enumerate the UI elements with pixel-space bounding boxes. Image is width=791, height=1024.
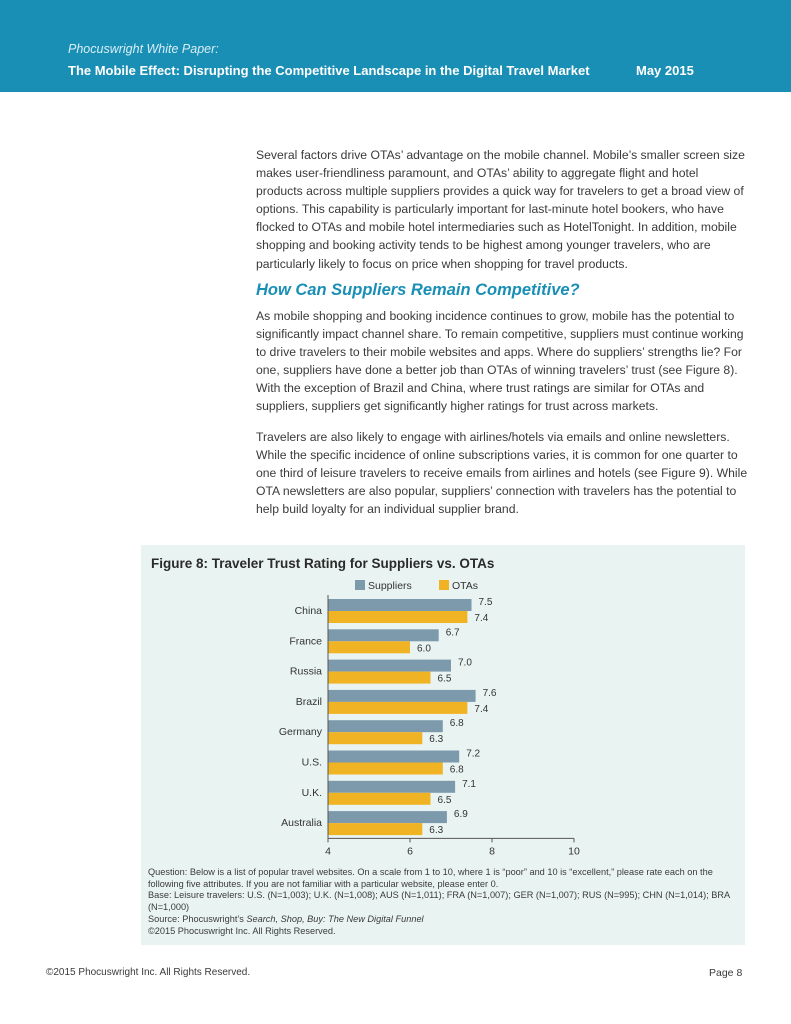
value-label-otas-france: 6.0 [417,643,431,655]
value-label-suppliers-russia: 7.0 [458,657,472,669]
category-label-russia: Russia [289,665,322,678]
bar-otas-china [328,611,467,623]
figure-source [148,914,740,926]
bar-suppliers-u-k [328,781,455,793]
bar-otas-germany [328,732,422,744]
x-tick-label-4: 4 [325,845,331,858]
x-tick-label-8: 8 [489,845,495,858]
figure-notes [148,867,740,937]
page-header [0,0,791,92]
figure-base: Base: Leisure travelers: U.S. (N=1,003); U.K. (N=1,008); AUS (N=1,011); FRA (N=1,007); GER (N=1,007); RUS (N=995); CHN (N=1,014); BRA (N=1,000) [148,890,730,913]
bar-suppliers-u-s [328,751,459,763]
value-label-otas-u-k: 6.5 [437,794,452,806]
category-label-u-s: U.S. [301,756,322,769]
category-label-u-k: U.K. [301,786,322,799]
category-label-australia: Australia [281,817,322,830]
bar-otas-australia [328,823,422,835]
bar-suppliers-france [328,629,439,641]
value-label-otas-australia: 6.3 [429,825,444,837]
bar-suppliers-brazil [328,690,476,702]
value-label-otas-china: 7.4 [474,613,489,624]
section-heading: How Can Suppliers Remain Competitive? [256,281,580,299]
paragraph-1: Several factors drive OTAs’ advantage on the mobile channel. Mobile’s smaller screen size makes user-friendliness paramount, and OTAs’ ability to aggregate flight and hotel products across multiple suppliers provides a quick way for travelers to get a broad view of options. This capability is particularly important for last-minute hotel bookers, who have flocked to OTAs and mobile hotel intermediaries such as HotelTonight. In addition, mobile shopping and booking activity tends to be highest among younger travelers, who are particularly likely to focus on price when shopping for travel products. [256,148,745,271]
x-tick-label-10: 10 [568,845,580,858]
value-label-suppliers-australia: 6.9 [453,809,468,821]
legend-swatch-suppliers [355,580,365,590]
figure-title: Figure 8: Traveler Trust Rating for Suppliers vs. OTAs [151,556,495,571]
category-label-china: China [294,605,322,617]
value-label-otas-germany: 6.3 [429,734,444,746]
value-label-suppliers-germany: 6.8 [449,718,464,730]
value-label-suppliers-u-k: 7.1 [462,778,477,790]
value-label-suppliers-china: 7.5 [478,597,493,608]
footer-copyright: ©2015 Phocuswright Inc. All Rights Reserved. [46,967,251,978]
bar-otas-u-s [328,763,443,775]
bar-otas-u-k [328,793,431,805]
legend-label-suppliers: Suppliers [368,580,412,592]
bar-otas-france [328,641,410,653]
value-label-suppliers-france: 6.7 [445,627,460,639]
value-label-otas-russia: 6.5 [437,673,452,685]
value-label-suppliers-u-s: 7.2 [466,748,481,760]
bar-otas-brazil [328,702,467,714]
legend-label-otas: OTAs [452,580,479,592]
category-label-germany: Germany [278,726,322,739]
header-series: Phocuswright White Paper: [68,42,219,56]
bar-suppliers-germany [328,720,443,732]
bar-suppliers-russia [328,660,451,672]
value-label-suppliers-brazil: 7.6 [482,687,497,699]
category-label-brazil: Brazil [295,695,322,708]
page-number: Page 8 [709,967,743,979]
legend-swatch-otas [439,580,449,590]
header-date: May 2015 [636,63,694,78]
bar-suppliers-australia [328,811,447,823]
header-title: The Mobile Effect: Disrupting the Competitive Landscape in the Digital Travel Market [68,63,590,78]
source-title: Search, Shop, Buy: The New Digital Funnel [246,913,424,924]
x-tick-label-6: 6 [407,845,413,858]
figure-copyright: ©2015 Phocuswright Inc. All Rights Reserved. [148,925,336,936]
bar-chart [141,545,745,865]
paragraph-2: As mobile shopping and booking incidence continues to grow, mobile has the potential to significantly impact channel share. To remain competitive, suppliers must continue working to drive travelers to their mobile websites and apps. Where do suppliers’ strengths lie? For one, suppliers have done a better job than OTAs of winning travelers’ trust (see Figure 8). With the exception of Brazil and China, where trust ratings are similar for OTAs and suppliers, suppliers get significantly higher ratings for trust across markets. [256,309,744,414]
value-label-otas-brazil: 7.4 [474,703,489,715]
category-label-france: France [289,635,322,648]
figure-question: Question: Below is a list of popular travel websites. On a scale from 1 to 10, where 1 is “poor” and 10 is “excellent,” please rate each on the following five attributes. If you are not familiar with a particular website, please enter 0. [148,867,713,889]
bar-otas-russia [328,672,431,684]
paragraph-3: Travelers are also likely to engage with airlines/hotels via emails and online newsletters. While the specific incidence of online subscriptions varies, it is common for one quarter to one third of leisure travelers to receive emails from airlines and hotels (see Figure 9). While OTA newsletters are also popular, suppliers’ connection with travelers has the potential to help build loyalty for an individual supplier brand. [256,430,748,517]
bar-suppliers-china [328,599,472,611]
source-prefix: Source: Phocuswright’s [148,913,247,924]
value-label-otas-u-s: 6.8 [449,764,464,776]
